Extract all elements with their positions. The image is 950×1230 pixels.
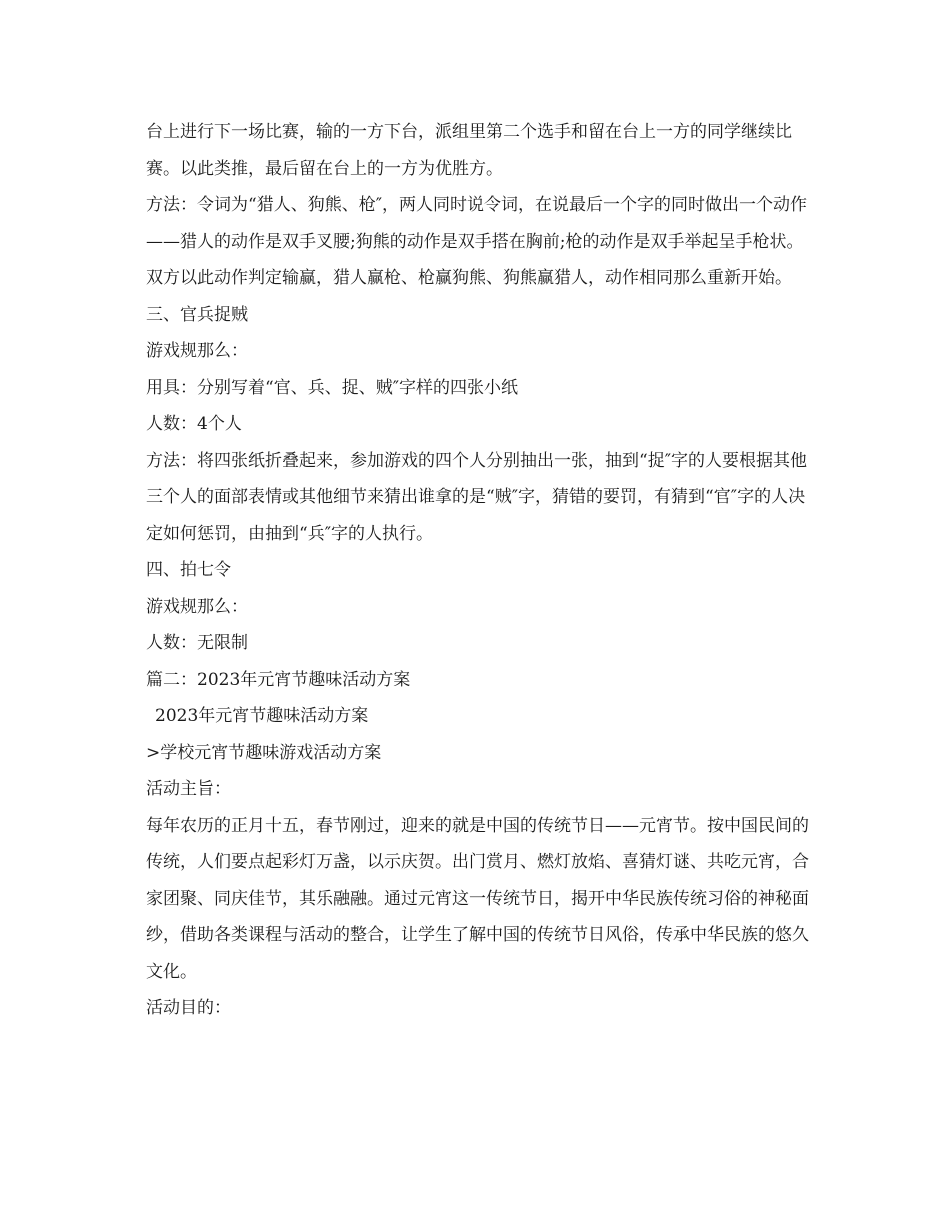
chapter-heading-part-two: 篇二：2023年元宵节趣味活动方案 xyxy=(146,669,411,690)
paragraph-player-count-unlimited: 人数：无限制 xyxy=(146,633,248,653)
document-title: 2023年元宵节趣味活动方案 xyxy=(155,706,369,726)
heading-activity-goal: 活动目的： xyxy=(146,998,231,1018)
paragraph-judge-rules: 双方以此动作判定输赢，猎人赢枪、枪赢狗熊、狗熊赢猎人，动作相同那么重新开始。 xyxy=(146,268,792,288)
section-heading-catch-thief: 三、官兵捉贼 xyxy=(146,304,248,325)
section-heading-clap-seven: 四、拍七令 xyxy=(146,560,231,580)
heading-activity-purpose: 活动主旨： xyxy=(146,779,231,799)
paragraph-player-count: 人数：4个人 xyxy=(146,414,242,434)
paragraph-match-continue: 台上进行下一场比赛，输的一方下台，派组里第二个选手和留在台上一方的同学继续比赛。以此类推，最后留在台上的一方为优胜方。 xyxy=(146,122,792,179)
document-body xyxy=(146,114,812,1027)
paragraph-rules-label-2: 游戏规那么： xyxy=(146,596,248,617)
paragraph-tools: 用具：分别写着“官、兵、捉、贼″字样的四张小纸 xyxy=(146,377,519,398)
paragraph-method-papers: 方法：将四张纸折叠起来，参加游戏的四个人分别抽出一张，抽到“捉″字的人要根据其他三个人的面部表情或其他细节来猜出谁拿的是“贼″字，猜错的要罚，有猜到“官″字的人决定如何惩罚，由抽到“兵″字的人执行。 xyxy=(146,450,808,544)
paragraph-lantern-festival-intro: 每年农历的正月十五，春节刚过，迎来的就是中国的传统节日——元宵节。按中国民间的传统，人们要点起彩灯万盏，以示庆贺。出门赏月、燃灯放焰、喜猜灯谜、共吃元宵，合家团聚、同庆佳节，其乐融融。通过元宵这一传统节日，揭开中华民族传统习俗的神秘面纱，借助各类课程与活动的整合，让学生了解中国的传统节日风俗，传承中华民族的悠久文化。 xyxy=(146,815,809,982)
paragraph-rules-label: 游戏规那么： xyxy=(146,341,248,361)
paragraph-method-hunter: 方法：令词为“猎人、狗熊、枪″，两人同时说令词，在说最后一个字的同时做出一个动作——猎人的动作是双手叉腰;狗熊的动作是双手搭在胸前;枪的动作是双手举起呈手枪状。 xyxy=(146,195,808,252)
document-subtitle: >学校元宵节趣味游戏活动方案 xyxy=(146,742,382,763)
